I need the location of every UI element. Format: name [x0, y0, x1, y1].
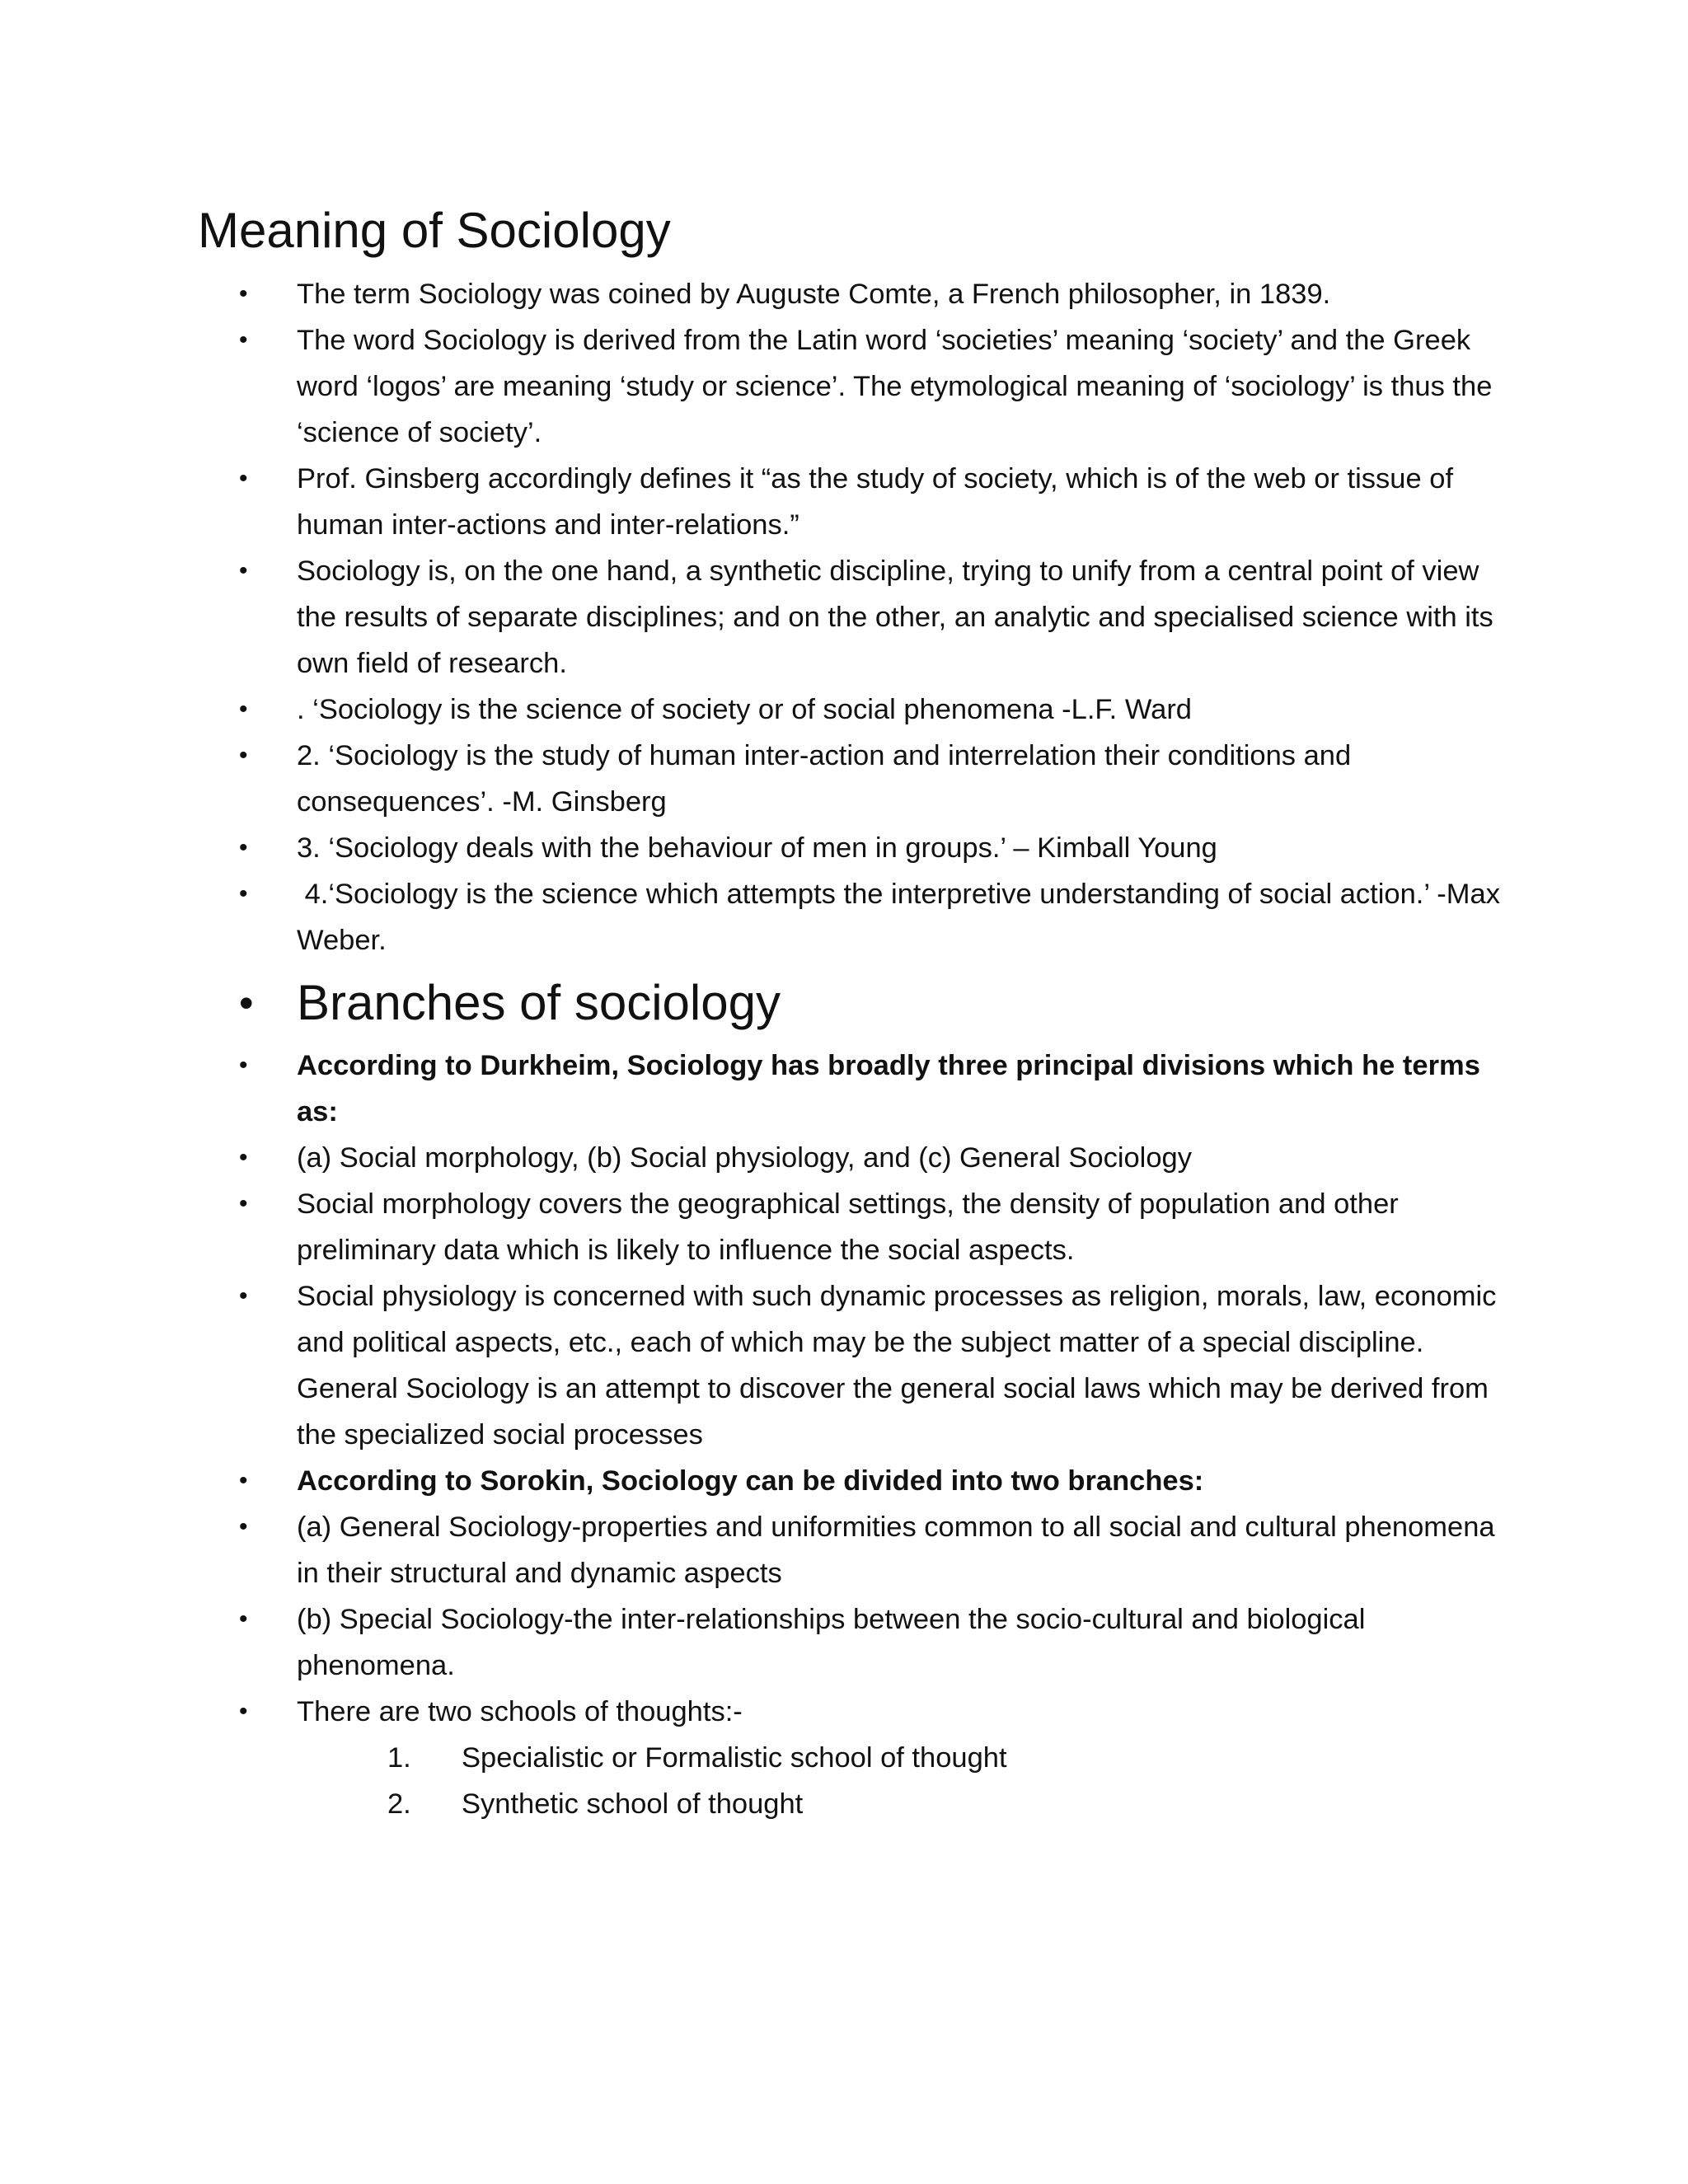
school-item — [387, 1781, 1525, 1827]
list-item-text: The term Sociology was coined by Auguste Comte, a French philosopher, in 1839. — [297, 279, 1331, 310]
list-item — [239, 1689, 1525, 1827]
definition-weber: 4.‘Sociology is the science which attempts the interpretive understanding of social action.’ -Max Weber. — [297, 879, 1508, 956]
definition-young: 3. ‘Sociology deals with the behaviour of men in groups.’ – Kimball Young — [297, 832, 1217, 864]
list-item — [239, 733, 1525, 825]
page-title: Meaning of Sociology — [198, 203, 671, 258]
list-item-text: There are two schools of thoughts:- — [297, 1696, 743, 1727]
list-item — [239, 1596, 1525, 1689]
section-heading-text: Branches of sociology — [297, 975, 781, 1030]
bullet-icon: • — [239, 1144, 248, 1171]
schools-list — [297, 1735, 1525, 1827]
list-item — [239, 271, 1525, 317]
list-item — [239, 1043, 1525, 1135]
bullet-icon: • — [239, 1605, 248, 1633]
list-item-text: (a) Social morphology, (b) Social physiology, and (c) General Sociology — [297, 1142, 1192, 1174]
bullet-icon: • — [239, 880, 248, 907]
list-item — [239, 687, 1525, 733]
list-item — [239, 871, 1525, 963]
durkheim-heading: According to Durkheim, Sociology has broadly three principal divisions which he terms as: — [297, 1050, 1489, 1127]
bullet-icon: • — [239, 557, 248, 584]
list-item — [239, 317, 1525, 456]
list-item-text: Social physiology is concerned with such dynamic processes as religion, morals, law, economic and political aspects, etc., each of which may be the subject matter of a special discipline. General Sociology is an attempt to discover the general social laws which may be derived from the specialized social processes — [297, 1281, 1497, 1451]
bullet-icon: • — [239, 834, 248, 861]
school-text: Synthetic school of thought — [462, 1788, 804, 1820]
list-item-text: Prof. Ginsberg accordingly defines it “as the study of society, which is of the web or tissue of human inter-actions and inter-relations.” — [297, 463, 1461, 541]
bullet-icon: • — [239, 1698, 248, 1725]
definition-ward: . ‘Sociology is the science of society or of social phenomena -L.F. Ward — [297, 694, 1192, 725]
list-item-text: Sociology is, on the one hand, a synthetic discipline, trying to unify from a central point of view the results of separate disciplines; and on the other, an analytic and specialised science with its own field of research. — [297, 555, 1502, 679]
bullet-icon: • — [239, 980, 254, 1026]
list-item-text: Social morphology covers the geographical settings, the density of population and other preliminary data which is likely to influence the social aspects. — [297, 1188, 1407, 1266]
list-item-text: The word Sociology is derived from the Latin word ‘societies’ meaning ‘society’ and the Greek word ‘logos’ are meaning ‘study or science’. The etymological meaning of ‘sociology’ is thus the ‘science of society’. — [297, 325, 1500, 448]
list-item-text: (a) General Sociology-properties and uniformities common to all social and cultural phenomena in their structural and dynamic aspects — [297, 1511, 1503, 1589]
bullet-icon: • — [239, 696, 248, 723]
school-number: 1. — [387, 1742, 411, 1774]
list-item — [239, 825, 1525, 871]
bullet-icon: • — [239, 280, 248, 307]
bullet-icon: • — [239, 1052, 248, 1079]
list-item — [239, 1135, 1525, 1181]
bullet-icon: • — [239, 742, 248, 769]
bullet-icon: • — [239, 465, 248, 492]
list-item-text: (b) Special Sociology-the inter-relationships between the socio-cultural and biological phenomena. — [297, 1604, 1373, 1681]
sorokin-heading: According to Sorokin, Sociology can be divided into two branches: — [297, 1465, 1204, 1497]
list-item — [239, 1273, 1525, 1458]
bullet-list — [239, 271, 1525, 1827]
list-item — [239, 1458, 1525, 1504]
section-heading-branches — [239, 968, 1525, 1038]
list-item — [239, 1504, 1525, 1596]
school-item — [387, 1735, 1525, 1781]
bullet-icon: • — [239, 1513, 248, 1540]
school-number: 2. — [387, 1788, 411, 1820]
bullet-icon: • — [239, 1467, 248, 1494]
list-item — [239, 548, 1525, 687]
list-item — [239, 1181, 1525, 1273]
list-item — [239, 456, 1525, 548]
school-text: Specialistic or Formalistic school of thought — [462, 1742, 1007, 1774]
definition-ginsberg: 2. ‘Sociology is the study of human inter-action and interrelation their conditions and consequences’. -M. Ginsberg — [297, 740, 1359, 818]
bullet-icon: • — [239, 1190, 248, 1217]
bullet-icon: • — [239, 326, 248, 354]
bullet-icon: • — [239, 1282, 248, 1310]
